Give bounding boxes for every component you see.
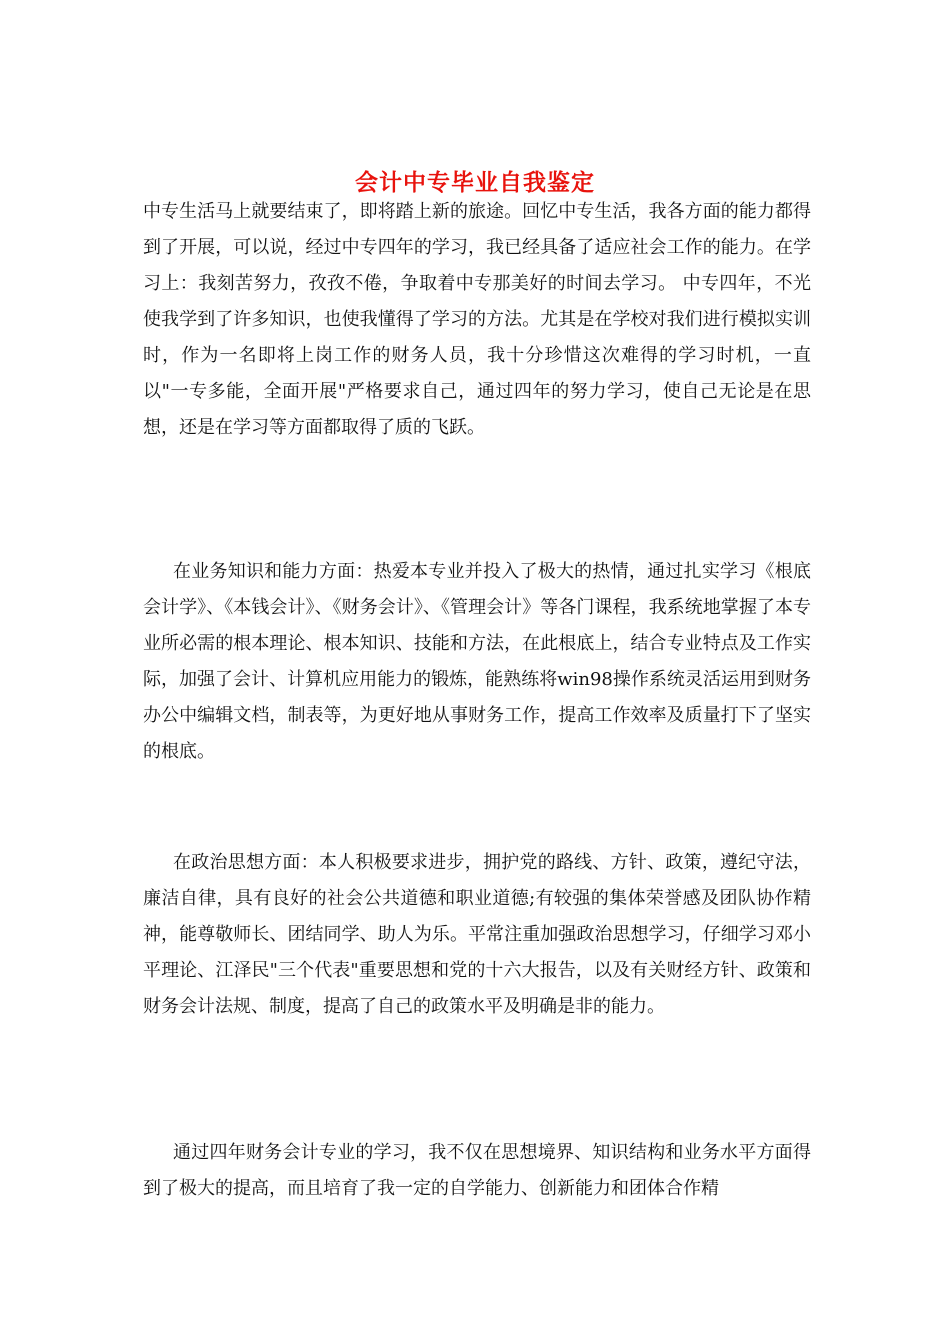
paragraph-intro: 中专生活马上就要结束了，即将踏上新的旅途。回忆中专生活，我各方面的能力都得到了开展，可以说，经过中专四年的学习，我已经具备了适应社会工作的能力。在学习上：我刻苦努力，孜孜不倦，争取着中专那美好的时间去学习。 中专四年，不光使我学到了许多知识，也使我懂得了学习的方法。尤其是在学校对我们进行模拟实训时，作为一名即将上岗工作的财务人员，我十分珍惜这次难得的学习时机，一直以"一专多能，全面开展"严格要求自己，通过四年的努力学习，使自己无论是在思想，还是在学习等方面都取得了质的飞跃。 [143,201,811,438]
paragraph-summary: 通过四年财务会计专业的学习，我不仅在思想境界、知识结构和业务水平方面得到了极大的提高，而且培育了我一定的自学能力、创新能力和团体合作精 [143,1142,811,1199]
paragraph-professional-skills: 在业务知识和能力方面：热爱本专业并投入了极大的热情，通过扎实学习《根底会计学》、《本钱会计》、《财务会计》、《管理会计》等各门课程，我系统地掌握了本专业所必需的根本理论、根本知识、技能和方法，在此根底上，结合专业特点及工作实际，加强了会计、计算机应用能力的锻炼，能熟练将win98操作系统灵活运用到财务办公中编辑文档，制表等，为更好地从事财务工作，提高工作效率及质量打下了坚实的根底。 [143,561,811,762]
paragraph-political-thought: 在政治思想方面：本人积极要求进步，拥护党的路线、方针、政策，遵纪守法，廉洁自律，具有良好的社会公共道德和职业道德;有较强的集体荣誉感及团队协作精神，能尊敬师长、团结同学、助人为乐。平常注重加强政治思想学习，仔细学习邓小平理论、江泽民"三个代表"重要思想和党的十六大报告，以及有关财经方针、政策和财务会计法规、制度，提高了自己的政策水平及明确是非的能力。 [143,852,811,1017]
document-title: 会计中专毕业自我鉴定 [355,169,595,197]
